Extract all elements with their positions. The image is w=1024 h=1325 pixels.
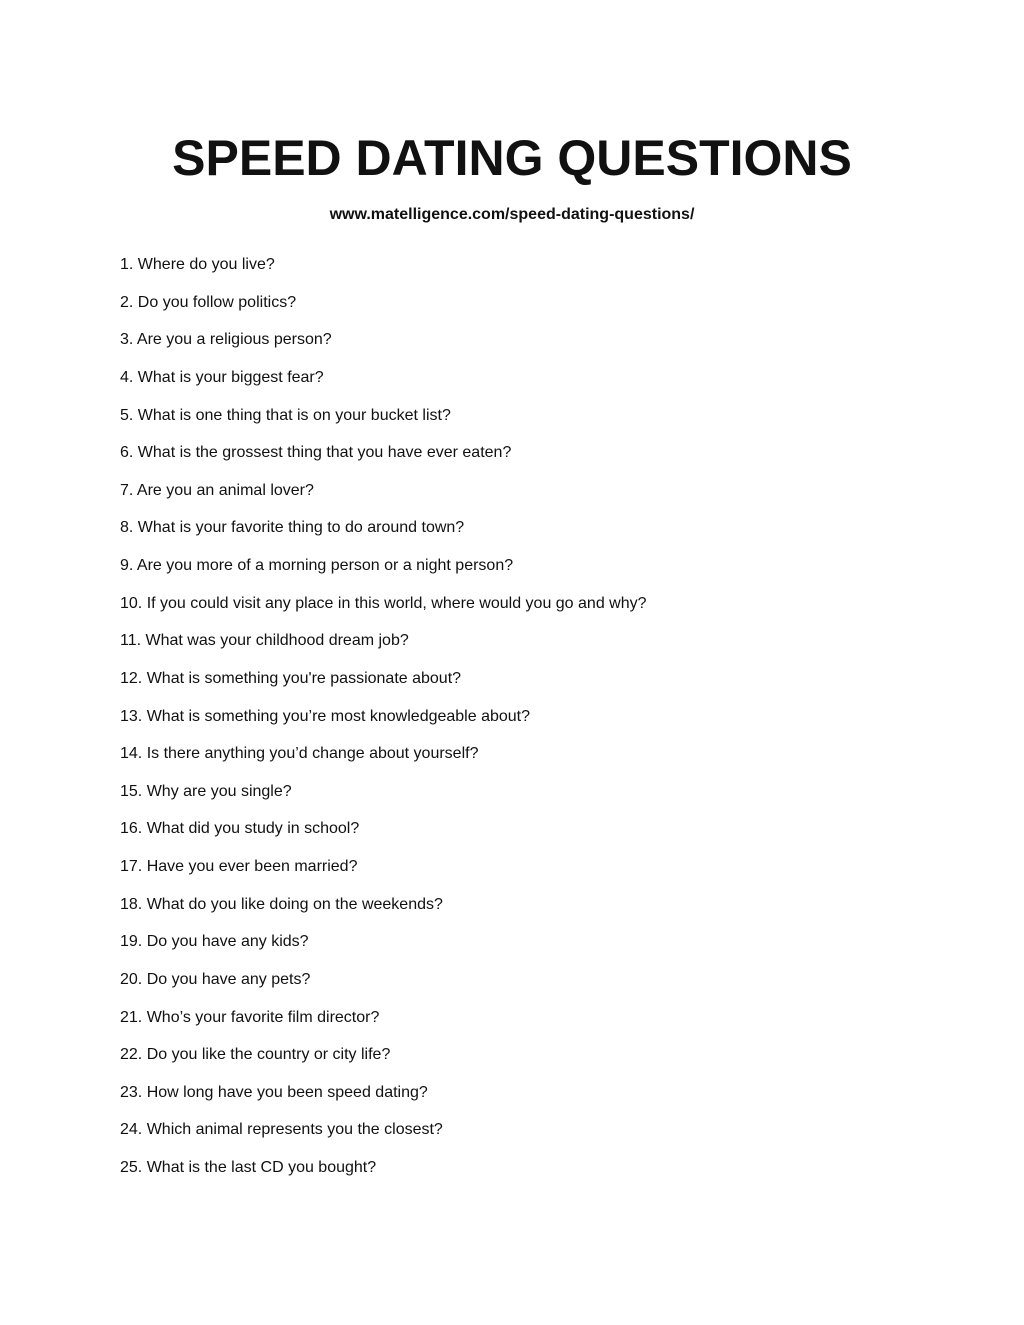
question-item: 2. Do you follow politics? (120, 293, 297, 311)
question-item: 3. Are you a religious person? (120, 331, 332, 349)
question-item: 7. Are you an animal lover? (120, 481, 314, 499)
question-item: 5. What is one thing that is on your bucket list? (120, 406, 451, 424)
question-item: 21. Who’s your favorite film director? (120, 1008, 380, 1026)
question-item: 25. What is the last CD you bought? (120, 1159, 377, 1176)
question-item: 22. Do you like the country or city life? (120, 1046, 391, 1064)
question-item: 6. What is the grossest thing that you have ever eaten? (120, 444, 512, 462)
question-item: 9. Are you more of a morning person or a night person? (120, 557, 514, 574)
question-list (120, 254, 980, 1195)
question-item: 8. What is your favorite thing to do around town? (120, 519, 465, 537)
source-url: www.matelligence.com/speed-dating-questions/ (329, 206, 695, 223)
question-item: 19. Do you have any kids? (120, 933, 309, 951)
question-item: 17. Have you ever been married? (120, 858, 358, 875)
question-item: 11. What was your childhood dream job? (120, 632, 409, 650)
question-item: 15. Why are you single? (120, 782, 292, 800)
question-item: 12. What is something you're passionate about? (120, 669, 462, 687)
question-item: 16. What did you study in school? (120, 820, 360, 838)
question-item: 13. What is something you’re most knowledgeable about? (120, 707, 531, 725)
question-item: 10. If you could visit any place in this world, where would you go and why? (120, 594, 647, 612)
page-title: SPEED DATING QUESTIONS (172, 130, 852, 186)
question-item: 14. Is there anything you’d change about yourself? (120, 745, 479, 763)
question-item: 18. What do you like doing on the weekends? (120, 895, 443, 913)
question-item: 24. Which animal represents you the closest? (120, 1121, 443, 1139)
question-item: 20. Do you have any pets? (120, 970, 311, 988)
question-item: 1. Where do you live? (120, 256, 275, 273)
question-item: 4. What is your biggest fear? (120, 368, 324, 386)
question-item: 23. How long have you been speed dating? (120, 1083, 428, 1101)
